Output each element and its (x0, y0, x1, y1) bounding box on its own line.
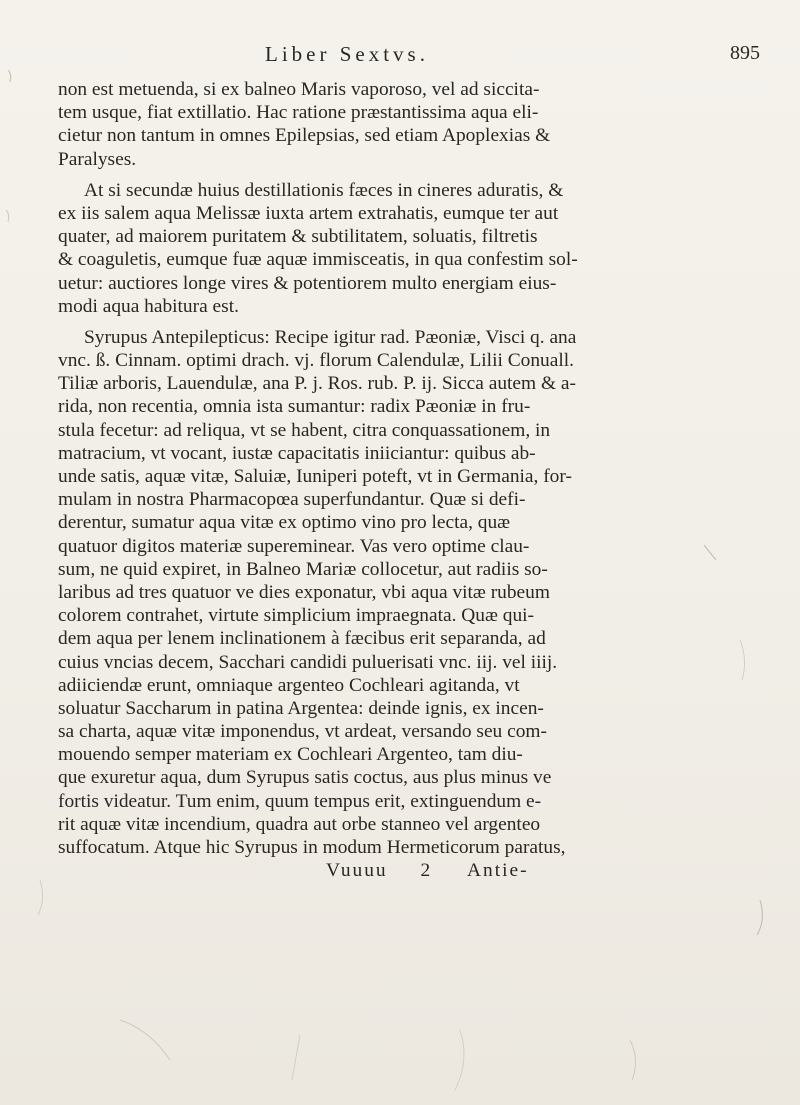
text-line: mouendo semper materiam ex Cochleari Argenteo, tam diu- (58, 744, 523, 766)
text-line: soluatur Saccharum in patina Argentea: deinde ignis, ex incen- (58, 697, 544, 719)
text-line: sum, ne quid expiret, in Balneo Mariæ collocetur, aut radiis so- (58, 558, 548, 580)
text-line: sa charta, aquæ vitæ imponendus, vt ardeat, versando seu com- (58, 721, 547, 743)
text-line: mulam in nostra Pharmacopœa superfundantur. Quæ si defi- (58, 489, 526, 511)
text-line: quater, ad maiorem puritatem & subtilitatem, soluatis, filtretis (58, 226, 538, 248)
text-line: rit aquæ vitæ incendium, quadra aut orbe stanneo vel argenteo (58, 813, 541, 835)
text-line: matracium, vt vocant, iustæ capacitatis iniiciantur: quibus ab- (58, 442, 536, 464)
text-line: non est metuenda, si ex balneo Maris vaporoso, vel ad siccita- (58, 79, 540, 100)
text-line: & coaguletis, eumque fuæ aquæ immisceatis, in qua confestim sol- (58, 249, 578, 271)
text-line: uetur: auctiores longe vires & potentiorem multo energiam eius- (58, 272, 557, 294)
text-line: dem aqua per lenem inclinationem à fæcibus erit separanda, ad (58, 628, 546, 650)
running-title: Liber Sextvs. (265, 42, 429, 66)
text-line: unde satis, aquæ vitæ, Saluiæ, Iuniperi poteft, vt in Germania, for- (58, 466, 572, 487)
text-line: que exuretur aqua, dum Syrupus satis coctus, aus plus minus ve (58, 767, 552, 789)
text-line: modi aqua habitura est. (58, 295, 239, 317)
page-header (60, 42, 760, 82)
text-line: cuius vncias decem, Sacchari candidi puluerisati vnc. iij. vel iiij. (58, 651, 558, 673)
body-text (58, 78, 738, 882)
text-line: adiiciendæ erunt, omniaque argenteo Cochleari agitanda, vt (58, 674, 520, 696)
text-line: rida, non recentia, omnia ista sumantur: radix Pæoniæ in fru- (58, 396, 531, 418)
text-line: At si secundæ huius destillationis fæces in cineres aduratis, & (84, 179, 564, 201)
text-line: derentur, sumatur aqua vitæ ex optimo vino pro lecta, quæ (58, 512, 511, 534)
text-line: suffocatum. Atque hic Syrupus in modum Hermeticorum paratus, (58, 837, 566, 858)
signature-mark: Vuuuu (326, 860, 388, 882)
text-line: Paralyses. (58, 148, 137, 170)
text-line: fortis videatur. Tum enim, quum tempus erit, extinguendum e- (58, 790, 542, 812)
catchword: Antie- (467, 860, 529, 882)
catchword-line (58, 859, 738, 882)
page-number: 895 (730, 42, 760, 64)
text-line: laribus ad tres quatuor ve dies exponatur, vbi aqua vitæ rubeum (58, 581, 550, 603)
text-line: tem usque, fiat extillatio. Hac ratione præstantissima aqua eli- (58, 102, 539, 124)
text-line: Tiliæ arboris, Lauendulæ, ana P. j. Ros. rub. P. ij. Sicca autem & a- (58, 373, 576, 395)
signature-number: 2 (420, 860, 433, 882)
text-line: stula fecetur: ad reliqua, vt se habent, citra conquassationem, in (58, 419, 551, 441)
text-line: quatuor digitos materiæ supereminear. Vas vero optime clau- (58, 535, 530, 557)
text-line: cietur non tantum in omnes Epilepsias, sed etiam Apoplexias & (58, 125, 551, 147)
text-line: colorem contrahet, virtute simplicium impraegnata. Quæ qui- (58, 605, 535, 627)
text-line: Syrupus Antepilepticus: Recipe igitur rad. Pæoniæ, Visci q. ana (84, 326, 577, 348)
text-line: ex iis salem aqua Melissæ iuxta artem extrahatis, eumque ter aut (58, 202, 559, 224)
text-line: vnc. ß. Cinnam. optimi drach. vj. florum Calendulæ, Lilii Conuall. (58, 350, 574, 372)
